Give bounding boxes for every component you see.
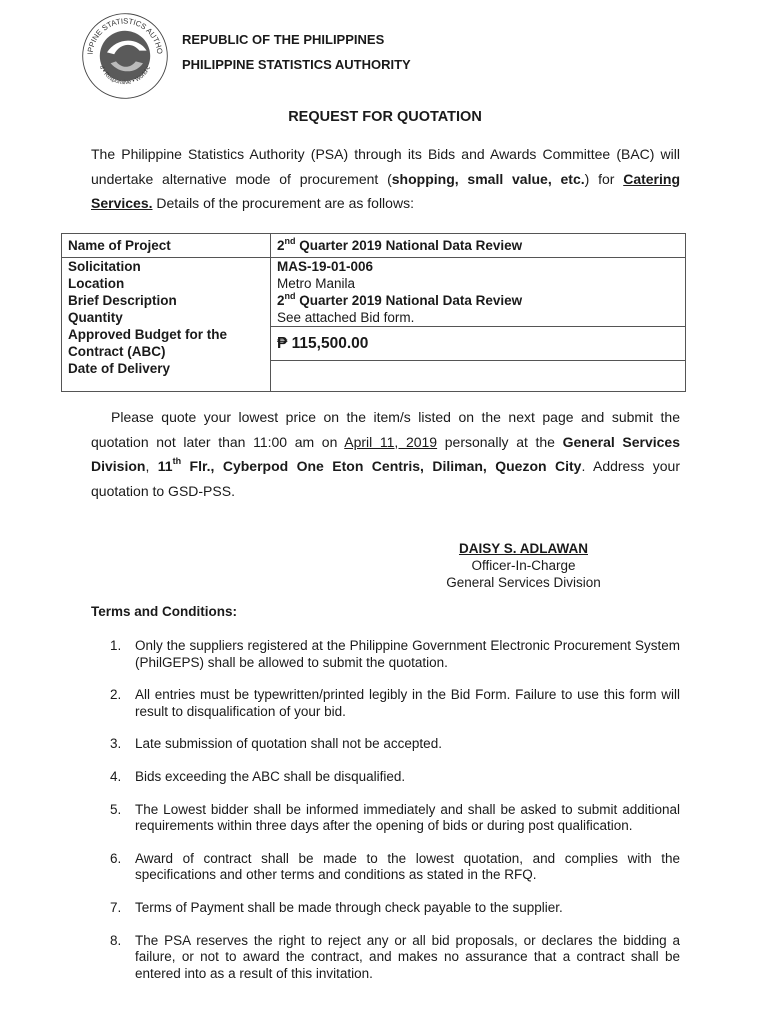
term-item: 7. Terms of Payment shall be made through check payable to the supplier. [110,899,563,915]
signatory-division: General Services Division [446,575,601,590]
term-item: 6. Award of contract shall be made to the lowest quotation, and complies with the specifications and other terms and conditions as stated in the RFQ. [110,850,680,883]
logo-motto: d • Responsive • World-c [97,64,152,87]
quantity-label: Quantity [68,310,123,325]
date-of-delivery-value [271,361,685,391]
abc-label-1: Approved Budget for the [68,327,227,342]
details-values [271,258,686,392]
signatory-name: DAISY S. ADLAWAN [458,541,588,556]
term-item: 3. Late submission of quotation shall not be accepted. [110,736,442,752]
instructions-paragraph: Please quote your lowest price on the item/s listed on the next page and submit the quotation not later than 11:00 am on April 11, 2019 personally at the General Services Division, 11th Flr., Cyberpod One Eton Centris, Diliman, Quezon City. Address your quotation to GSD-PSS. [91,409,680,499]
intro-paragraph: The Philippine Statistics Authority (PSA) through its Bids and Awards Committee (BAC) will undertake alternative mode of procurement (shopping, small value, etc.) for Catering Services. Details of the procurement are as follows: [91,146,680,211]
terms-title: Terms and Conditions: [91,604,238,619]
details-labels [62,258,271,392]
logo-ring-text: IPPINE STATISTICS AUTHO [85,16,165,55]
header-agency: PHILIPPINE STATISTICS AUTHORITY [182,57,411,72]
abc-value: ₱ 115,500.00 [271,327,685,361]
project-type: Catering Services. [91,170,680,211]
term-item: 2. All entries must be typewritten/printed legibly in the Bid Form. Failure to use this form will result to disqualification of your bid. [110,687,680,719]
header-republic: REPUBLIC OF THE PHILIPPINES [182,32,385,47]
solicitation-value: MAS-19-01-006 [277,259,374,274]
location-value: Metro Manila [277,276,356,291]
name-of-project-label: Name of Project [62,234,271,258]
solicitation-label: Solicitation [68,259,141,274]
procurement-details-table [61,233,686,392]
term-item: 1. Only the suppliers registered at the Philippine Government Electronic Procurement System (PhilGEPS) shall be allowed to submit the quotation. [110,638,680,670]
brief-description-label: Brief Description [68,293,177,308]
quantity-value: See attached Bid form. [271,309,685,327]
date-of-delivery-label: Date of Delivery [68,361,171,376]
term-item: 4. Bids exceeding the ABC shall be disqualified. [110,768,406,784]
psa-logo [80,11,170,101]
document-title: REQUEST FOR QUOTATION [288,109,482,125]
location-label: Location [68,276,125,291]
deadline-date: April 11, 2019 [344,433,438,450]
abc-label-2: Contract (ABC) [68,344,166,359]
terms-list [110,638,680,982]
term-item: 8. The PSA reserves the right to reject any or all bid proposals, or declares the bidding a failure, or not to award the contract, and makes no assurance that a contract shall be entered into as a result of this invitation. [110,932,680,981]
name-of-project-value: 2nd Quarter 2019 National Data Review [271,234,686,258]
term-item: 5. The Lowest bidder shall be informed immediately and shall be asked to submit additional requirements within three days after the opening of bids or during post qualification. [110,801,680,834]
signatory-block [400,540,647,591]
signatory-position: Officer-In-Charge [471,558,576,573]
brief-description-value: 2nd Quarter 2019 National Data Review [277,290,523,308]
